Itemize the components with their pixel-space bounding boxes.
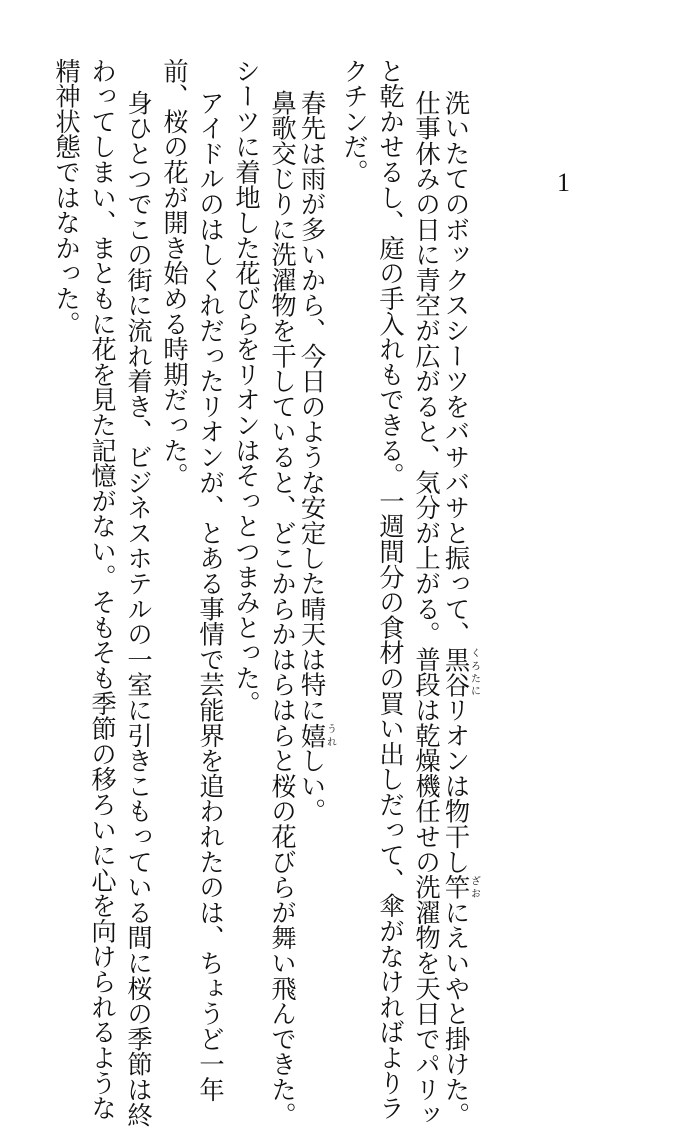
- text-column-4: クチンだ。: [340, 58, 369, 185]
- text-column-9: 前、桜の花が開き始める時期だった。: [160, 58, 189, 489]
- text-column-7: シーツに着地した花びらをリオンはそっとつまみとった。: [232, 58, 261, 716]
- text-column-3: と乾かせるし、庭の手入れもできる。一週間分の食材の買い出しだって、傘がなければよりラ: [376, 58, 405, 1121]
- chapter-number: 1: [557, 168, 570, 197]
- text-column-11: わってしまい、まともに花を見た記憶がない。そもそも季節の移ろいに心を向けられるような: [88, 58, 117, 1121]
- text-column-5: 春先は雨が多いから、今日のような安定した晴天は特に嬉うれしい。: [297, 90, 336, 824]
- text-column-1: 洗いたてのボックスシーツをバサバサと振って、黒谷くろたにリオンは物干し竿ざおにえいやと掛けた。: [441, 90, 480, 1127]
- text-column-2: 仕事休みの日に青空が広がると、気分が上がる。普段は乾燥機任せの洗濯物を天日でパリッ: [412, 90, 441, 1127]
- text-column-12: 精神状態ではなかった。: [52, 58, 81, 337]
- text-column-6: 鼻歌交じりに洗濯物を干していると、どこからかはらはらと桜の花びらが舞い飛んできた。: [268, 90, 297, 1127]
- text-column-10: 身ひとつでこの街に流れ着き、ビジネスホテルの一室に引きこもっている間に桜の季節は終: [124, 90, 153, 1127]
- text-column-8: アイドルのはしくれだったリオンが、とある事情で芸能界を追われたのは、ちょうど一年: [196, 90, 225, 1102]
